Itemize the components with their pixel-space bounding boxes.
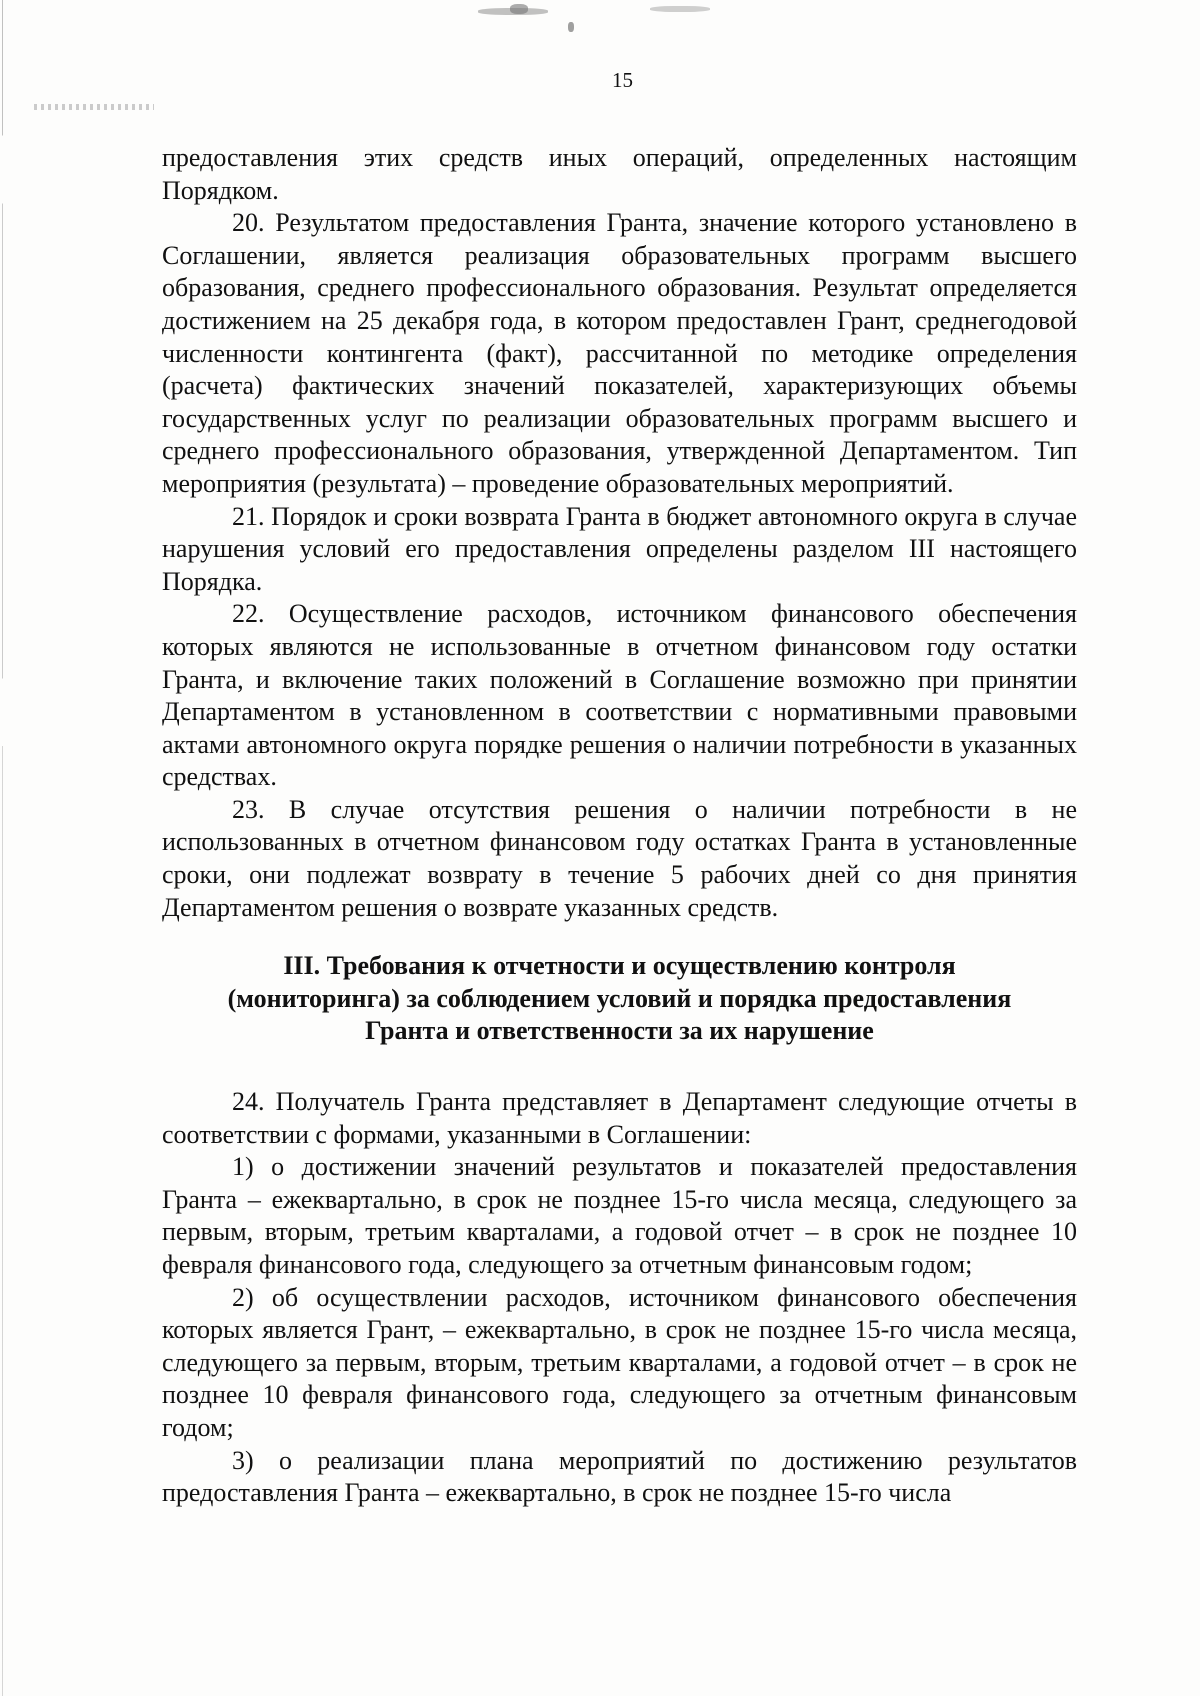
document-body	[162, 142, 1077, 1510]
section-heading-line-1: III. Требования к отчетности и осуществлению контроля	[283, 951, 956, 981]
scan-smudge-left	[34, 104, 154, 110]
list-item-3: 3) о реализации плана мероприятий по достижению результатов предоставления Гранта – ежеквартально, в срок не позднее 15-го числа	[162, 1445, 1077, 1508]
paragraph-21: 21. Порядок и сроки возврата Гранта в бюджет автономного округа в случае нарушения условий его предоставления определены разделом III настоящего Порядка.	[162, 501, 1077, 596]
section-heading-line-3: Гранта и ответственности за их нарушение	[365, 1016, 874, 1046]
page-number: 15	[612, 68, 633, 92]
section-heading	[162, 950, 1077, 1048]
paragraph-continuation: предоставления этих средств иных операций, определенных настоящим Порядком.	[162, 143, 1077, 205]
paragraph-23: 23. В случае отсутствия решения о наличии потребности в не использованных в отчетном финансовом году остатках Гранта в установленные сроки, они подлежат возврату в течение 5 рабочих дней со дня принятия Департаментом решения о возврате указанных средств.	[162, 794, 1077, 922]
paragraph-22: 22. Осуществление расходов, источником финансового обеспечения которых являются не использованные в отчетном финансовом году остатки Гранта, и включение таких положений в Соглашение возможно при принятии Департаментом в установленном в соответствии с нормативными правовыми актами автономного округа порядке решения о наличии потребности в указанных средствах.	[162, 599, 1077, 792]
paragraph-20: 20. Результатом предоставления Гранта, значение которого установлено в Соглашении, является реализация образовательных программ высшего образования, среднего профессионального образования. Результат определяется достижением на 25 декабря года, в котором предоставлен Грант, среднегодовой численности контингента (факт), рассчитанной по методике определения (расчета) фактических значений показателей, характеризующих объемы государственных услуг по реализации образовательных программ высшего и среднего профессионального образования, утвержденной Департаментом. Тип мероприятия (результата) – проведение образовательных мероприятий.	[162, 208, 1077, 498]
list-item-1: 1) о достижении значений результатов и показателей предоставления Гранта – ежеквартально, в срок не позднее 15-го числа месяца, следующего за первым, вторым, третьим кварталами, а годовой отчет – в срок не позднее 10 февраля финансового года, следующего за отчетным финансовым годом;	[162, 1152, 1077, 1279]
paragraph-24: 24. Получатель Гранта представляет в Департамент следующие отчеты в соответствии с формами, указанными в Соглашении:	[162, 1087, 1077, 1149]
scan-edge-artifact	[2, 0, 3, 1696]
section-heading-line-2: (мониторинга) за соблюдением условий и порядка предоставления	[227, 983, 1012, 1013]
scan-smudge-top	[470, 2, 730, 32]
list-item-2: 2) об осуществлении расходов, источником финансового обеспечения которых является Грант, – ежеквартально, в срок не позднее 15-го числа месяца, следующего за первым, вторым, третьим кварталами, а годовой отчет – в срок не позднее 10 февраля финансового года, следующего за отчетным финансовым годом;	[162, 1282, 1077, 1442]
